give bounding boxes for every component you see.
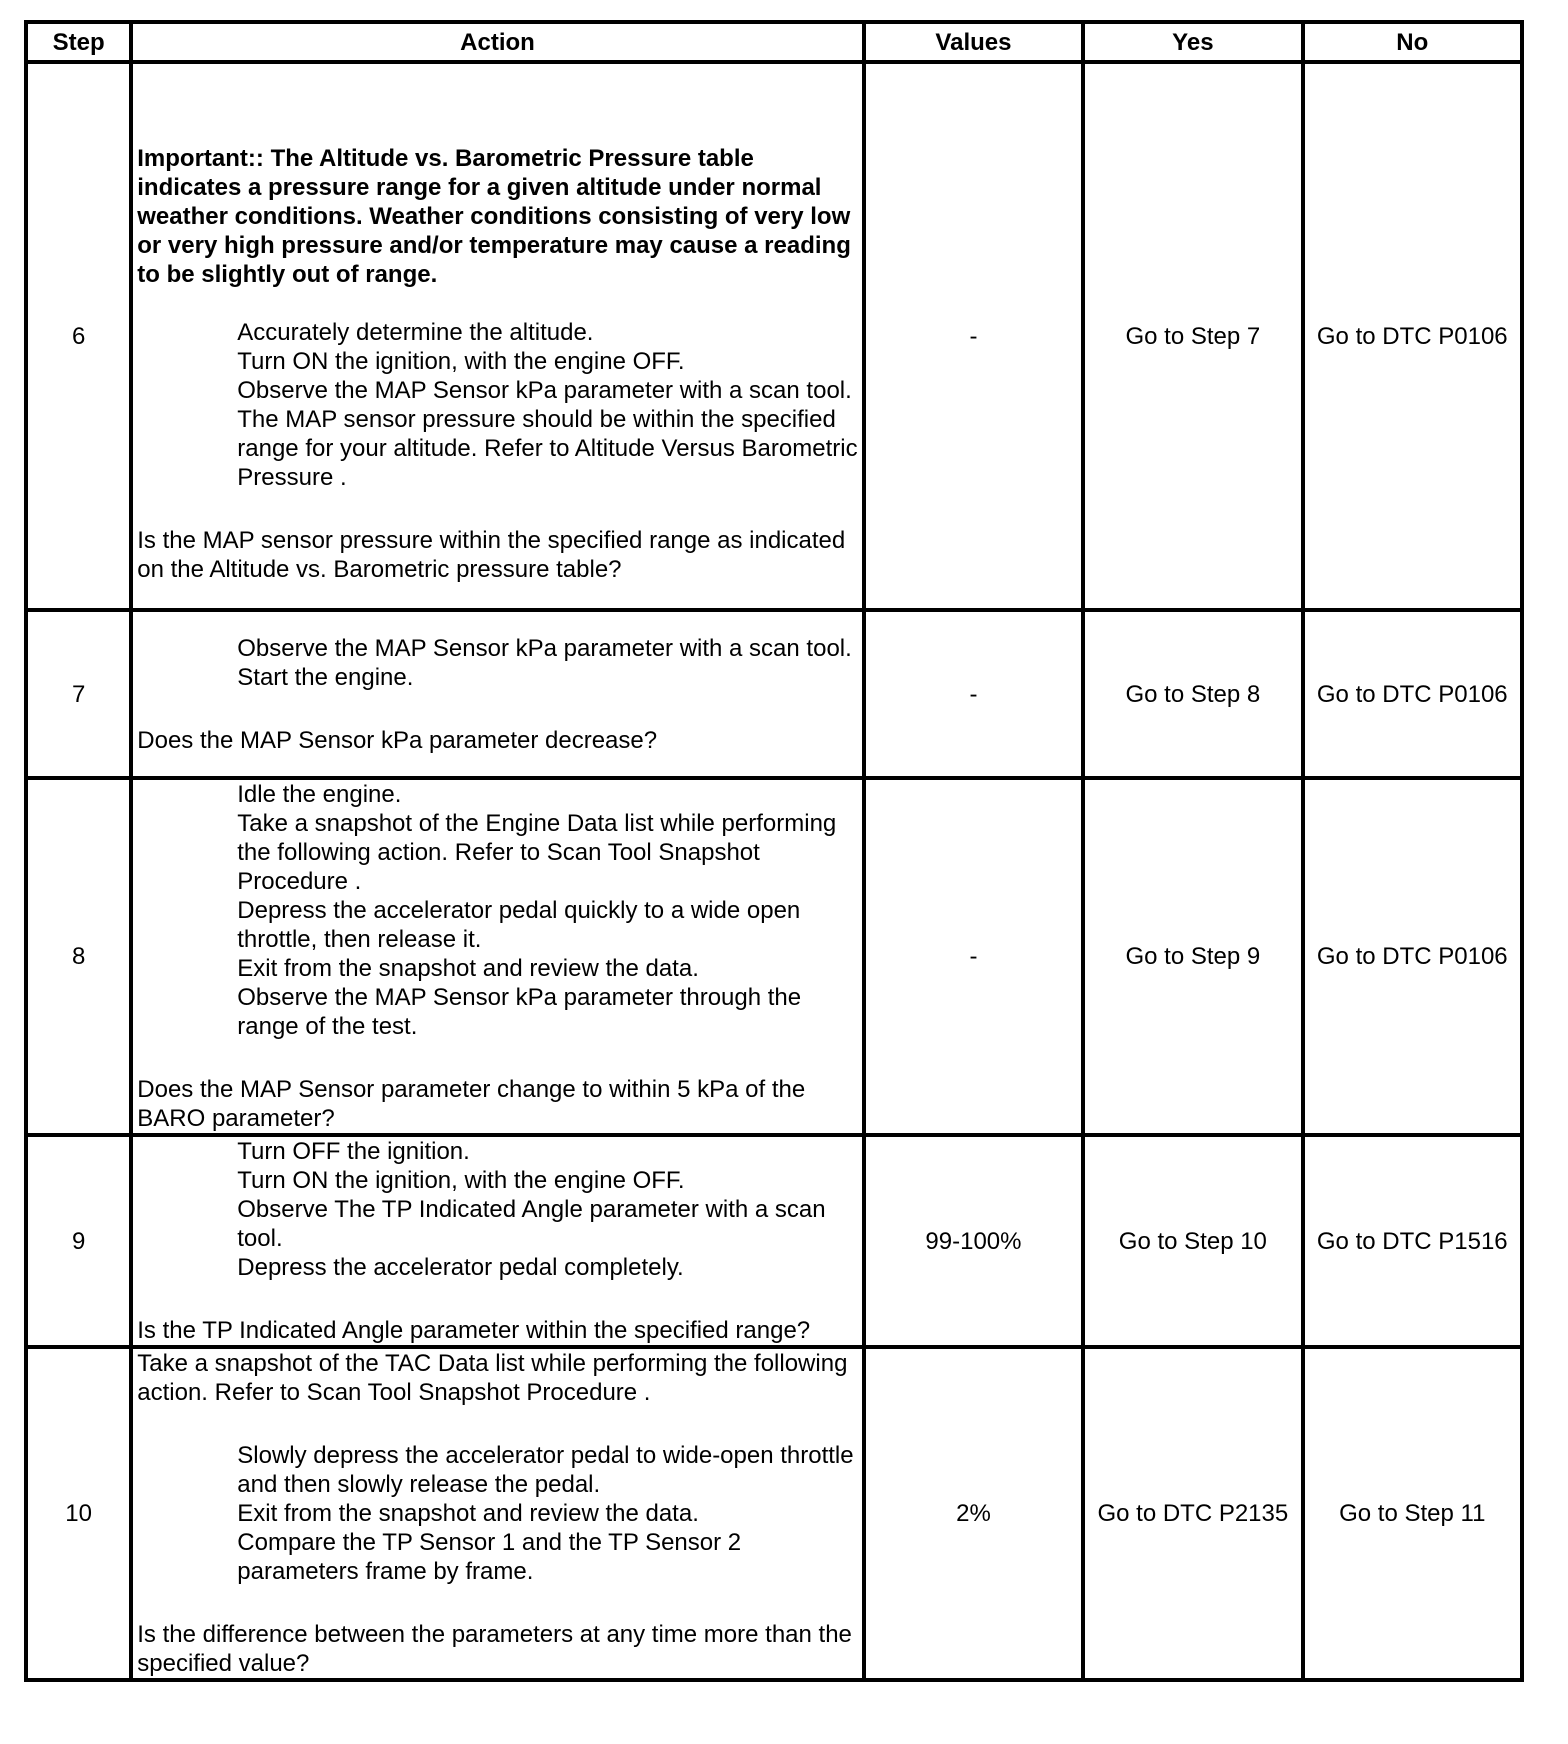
value-cell: -	[864, 62, 1083, 610]
header-step: Step	[26, 22, 131, 62]
substep: Exit from the snapshot and review the data.	[237, 1500, 699, 1527]
substep: Observe the MAP Sensor kPa parameter with a scan tool.	[237, 634, 852, 662]
value-cell: 2%	[864, 1347, 1083, 1680]
action-cell	[131, 1347, 863, 1680]
substep: Start the engine.	[237, 663, 414, 691]
substep: Take a snapshot of the Engine Data list while performing the following action. Refer to Scan Tool Snapshot Procedure .	[237, 810, 837, 895]
table-row-step-9	[26, 1135, 1522, 1347]
question-text: Does the MAP Sensor parameter change to within 5 kPa of the BARO parameter?	[137, 1076, 806, 1132]
value-cell: 99-100%	[864, 1135, 1083, 1347]
value-cell: -	[864, 610, 1083, 778]
substep-list	[137, 1441, 857, 1586]
substep: Depress the accelerator pedal quickly to a wide open throttle, then release it.	[237, 897, 801, 953]
substep: The MAP sensor pressure should be within the specified range for your altitude. Refer to Altitude Versus Barometric Pressure .	[237, 406, 858, 491]
question-text: Does the MAP Sensor kPa parameter decrease?	[137, 726, 658, 754]
substep: Depress the accelerator pedal completely.	[237, 1254, 684, 1281]
action-cell	[131, 62, 863, 610]
yes-cell: Go to DTC P2135	[1083, 1347, 1302, 1680]
intro-text: Take a snapshot of the TAC Data list while performing the following action. Refer to Scan Tool Snapshot Procedure .	[137, 1350, 848, 1406]
substep: Turn ON the ignition, with the engine OFF.	[237, 1167, 685, 1194]
important-note: Important:: The Altitude vs. Barometric Pressure table indicates a pressure range for a given altitude under normal weather conditions. Weather conditions consisting of very low or very high pressure and/or temperature may cause a reading to be slightly out of range.	[137, 145, 851, 288]
substep-list	[137, 318, 857, 492]
no-cell: Go to DTC P0106	[1303, 778, 1522, 1135]
substep: Slowly depress the accelerator pedal to wide-open throttle and then slowly release the pedal.	[237, 1442, 854, 1498]
header-action: Action	[131, 22, 863, 62]
substep: Turn ON the ignition, with the engine OFF.	[237, 348, 685, 375]
step-number: 6	[26, 62, 131, 610]
substep-list	[137, 780, 857, 1041]
substep: Observe the MAP Sensor kPa parameter with a scan tool.	[237, 377, 852, 404]
substep: Observe the MAP Sensor kPa parameter through the range of the test.	[237, 984, 802, 1040]
header-yes: Yes	[1083, 22, 1302, 62]
value-cell: -	[864, 778, 1083, 1135]
table-row-step-8	[26, 778, 1522, 1135]
question-text: Is the TP Indicated Angle parameter within the specified range?	[137, 1317, 811, 1344]
step-number: 9	[26, 1135, 131, 1347]
table-row-step-7	[26, 610, 1522, 778]
action-cell	[131, 1135, 863, 1347]
substep: Idle the engine.	[237, 781, 402, 808]
table-row-step-6	[26, 62, 1522, 610]
substep-list	[137, 634, 857, 692]
substep: Exit from the snapshot and review the data.	[237, 955, 699, 982]
header-row	[26, 22, 1522, 62]
header-no: No	[1303, 22, 1522, 62]
question-text: Is the difference between the parameters at any time more than the specified value?	[137, 1621, 852, 1677]
action-cell	[131, 778, 863, 1135]
substep: Observe The TP Indicated Angle parameter with a scan tool.	[237, 1196, 826, 1252]
header-values: Values	[864, 22, 1083, 62]
substep: Turn OFF the ignition.	[237, 1138, 470, 1165]
yes-cell: Go to Step 8	[1083, 610, 1302, 778]
no-cell: Go to DTC P0106	[1303, 610, 1522, 778]
question-text: Is the MAP sensor pressure within the specified range as indicated on the Altitude vs. Barometric pressure table?	[137, 527, 846, 583]
step-number: 8	[26, 778, 131, 1135]
no-cell: Go to Step 11	[1303, 1347, 1522, 1680]
step-number: 10	[26, 1347, 131, 1680]
substep-list	[137, 1137, 857, 1282]
substep: Accurately determine the altitude.	[237, 319, 594, 346]
no-cell: Go to DTC P0106	[1303, 62, 1522, 610]
step-number: 7	[26, 610, 131, 778]
substep: Compare the TP Sensor 1 and the TP Sensor 2 parameters frame by frame.	[237, 1529, 742, 1585]
action-cell	[131, 610, 863, 778]
table-row-step-10	[26, 1347, 1522, 1680]
yes-cell: Go to Step 9	[1083, 778, 1302, 1135]
diagnostic-table	[24, 20, 1524, 1682]
yes-cell: Go to Step 7	[1083, 62, 1302, 610]
yes-cell: Go to Step 10	[1083, 1135, 1302, 1347]
no-cell: Go to DTC P1516	[1303, 1135, 1522, 1347]
